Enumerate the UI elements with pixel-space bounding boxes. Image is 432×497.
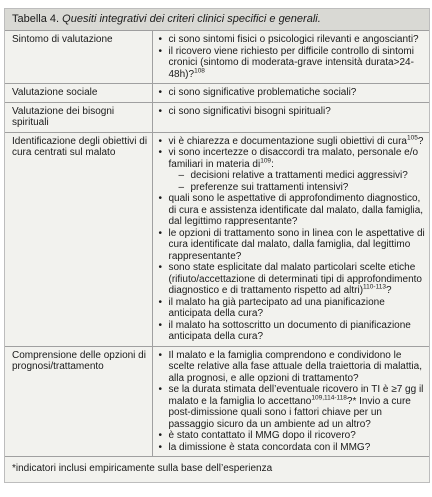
row-content — [152, 31, 429, 84]
list-item — [159, 442, 426, 454]
table-row — [5, 84, 429, 103]
sub-list-item: – preferenze sui trattamenti intensivi? — [169, 182, 426, 194]
bullet-list — [159, 87, 426, 99]
reference-superscript: 108 — [194, 67, 205, 75]
list-item — [159, 262, 426, 297]
table-row — [5, 346, 429, 457]
list-item — [159, 34, 426, 46]
list-item — [159, 193, 426, 228]
row-heading: Sintomo di valutazione — [5, 31, 152, 84]
item-text: se la durata stimata dell’eventuale ricovero in TI è ≥7 gg il malato e la famiglia lo accettano — [168, 384, 424, 407]
list-item — [159, 136, 426, 148]
bullet-list — [159, 34, 426, 80]
list-item — [159, 297, 426, 320]
item-text-after: ?* Invio a cure post-dimissione quali sono i fattori chiave per un passaggio sicuro da un ambiente ad un altro? — [168, 395, 411, 430]
row-heading: Valutazione sociale — [5, 84, 152, 103]
reference-superscript: 109 — [260, 157, 272, 165]
item-text: è stato contattato il MMG dopo il ricovero? — [168, 430, 356, 441]
bullet-list — [159, 350, 426, 454]
criteria-table — [5, 31, 429, 457]
row-heading: Valutazione dei bisogni spirituali — [5, 102, 152, 132]
row-content — [152, 132, 429, 346]
caption-title: Quesiti integrativi dei criteri clinici specifici e generali. — [62, 13, 321, 25]
table-caption — [5, 9, 429, 31]
item-text: le opzioni di trattamento sono in linea con le aspettative di cura identificate dal malato, dalla famiglia, dal legittimo rappresentante? — [168, 227, 425, 262]
list-item — [159, 350, 426, 385]
item-text: vi sono incertezze o disaccordi tra malato, personale e/o familiari in materia di — [168, 147, 419, 170]
item-text: quali sono le aspettative di approfondimento diagnostico, di cura e assistenza identificate dal malato, dalla famiglia, dal legittimo rappresentante? — [168, 193, 424, 227]
sub-list — [169, 170, 426, 193]
table-row — [5, 132, 429, 346]
item-text: il malato ha sottoscritto un documento di pianificazione anticipata della cura? — [168, 319, 411, 342]
item-text: la dimissione è stata concordata con il MMG? — [168, 441, 371, 453]
row-content — [152, 346, 429, 457]
item-text: ci sono significativi bisogni spirituali? — [168, 105, 331, 117]
row-content — [152, 102, 429, 132]
item-text: il malato ha già partecipato ad una pianificazione anticipata della cura? — [168, 296, 385, 319]
list-item — [159, 147, 426, 193]
item-text: Il malato e la famiglia comprendono e condividono le scelte relative alla fase attuale della traiettoria di malattia, alla prognosi, e alle opzioni di trattamento? — [168, 349, 422, 384]
item-text: il ricovero viene richiesto per difficile controllo di sintomi cronici (sintomo di moderata-grave intensità durata>24-48h)? — [168, 45, 414, 80]
list-item — [159, 46, 426, 81]
item-text-after: : — [271, 158, 274, 170]
row-heading: Identificazione degli obiettivi di cura centrati sul malato — [5, 132, 152, 346]
list-item — [159, 87, 426, 99]
table-row — [5, 102, 429, 132]
list-item — [159, 430, 426, 442]
list-item — [159, 320, 426, 343]
list-item — [159, 384, 426, 430]
item-text: ci sono significative problematiche sociali? — [168, 87, 357, 98]
table-figure — [4, 8, 430, 483]
item-text: ci sono sintomi fisici o psicologici rilevanti e angoscianti? — [168, 34, 419, 45]
row-content — [152, 84, 429, 103]
item-text: vi è chiarezza e documentazione sugli obiettivi di cura — [168, 135, 407, 147]
reference-superscript: 105 — [406, 134, 418, 142]
item-text: sono state esplicitate dal malato particolari scelte etiche (rifiuto/accettazione di determinati tipi di approfondimento diagnostico e di trattamento rispetto ad altri) — [168, 262, 422, 296]
item-text-after: ? — [417, 135, 424, 147]
table-row — [5, 31, 429, 84]
caption-label: Tabella 4. — [12, 13, 60, 25]
bullet-list — [159, 136, 426, 343]
item-text-after: ? — [385, 285, 392, 296]
sub-list-item: – decisioni relative a trattamenti medici aggressivi? — [169, 170, 426, 182]
bullet-list — [159, 106, 426, 118]
reference-superscript: 109,114-118 — [311, 394, 347, 402]
reference-superscript: 110-113 — [363, 283, 386, 291]
table-footnote: *indicatori inclusi empiricamente sulla base dell’esperienza — [12, 463, 273, 474]
list-item — [159, 106, 426, 118]
row-heading: Comprensione delle opzioni di prognosi/trattamento — [5, 346, 152, 457]
list-item — [159, 228, 426, 263]
